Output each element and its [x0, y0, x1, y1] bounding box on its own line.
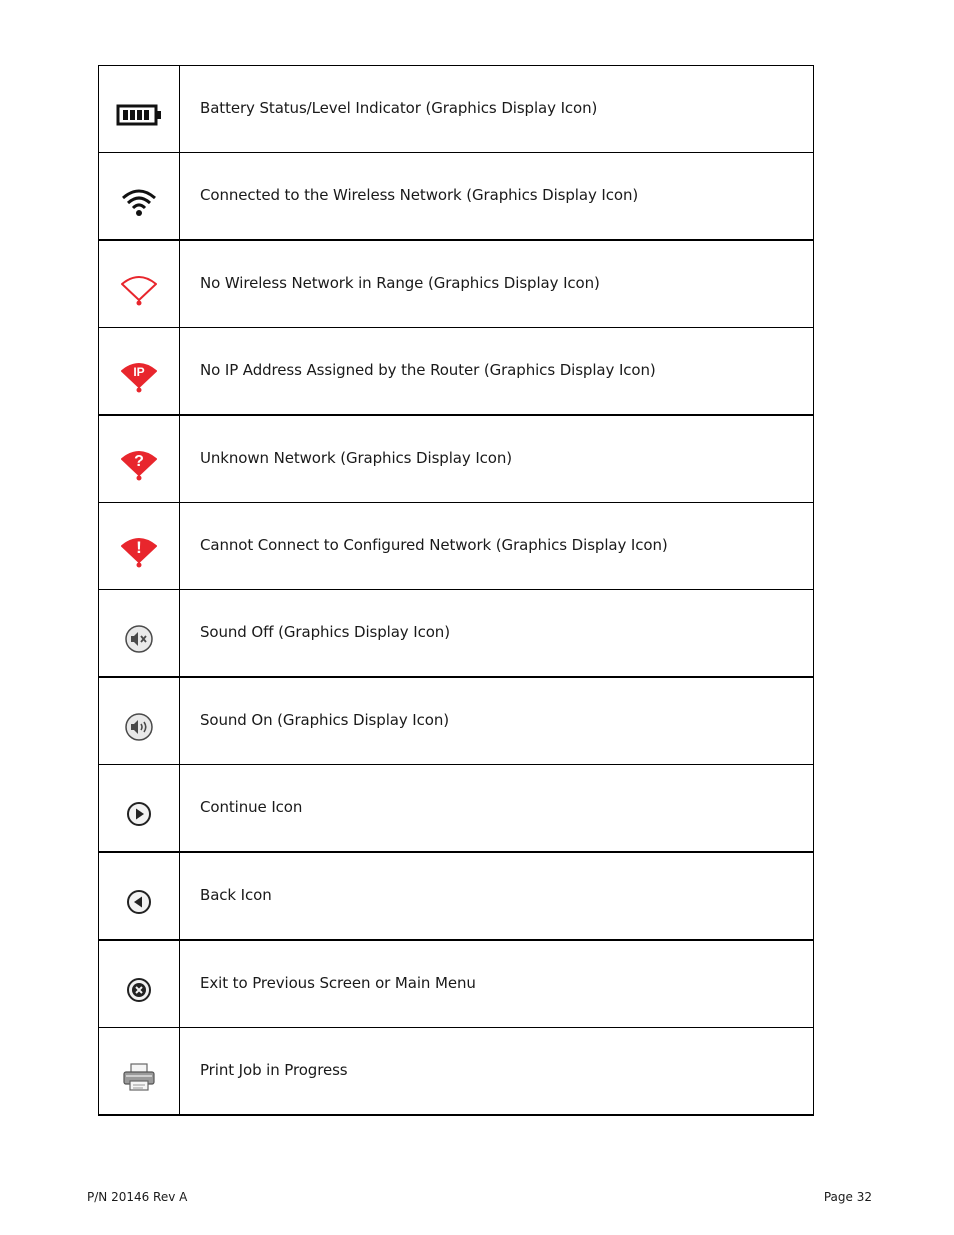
table-row: [99, 503, 814, 590]
row-description: Connected to the Wireless Network (Graphics Display Icon): [180, 153, 814, 241]
row-description: No IP Address Assigned by the Router (Graphics Display Icon): [180, 328, 814, 416]
icon-cell: [99, 503, 180, 590]
page-number: Page 32: [823, 1190, 872, 1204]
part-number: P/N 20146 Rev A: [87, 1190, 188, 1204]
row-description: Cannot Connect to Configured Network (Graphics Display Icon): [180, 503, 814, 590]
wifi-connected-icon: [119, 187, 159, 217]
wifi-no-network-icon: [119, 274, 159, 306]
icon-cell: [99, 590, 180, 678]
exclamation-glyph: !: [136, 538, 142, 557]
table-row: [99, 328, 814, 416]
table-row: [99, 852, 814, 940]
icon-cell: [99, 415, 180, 503]
row-description: Print Job in Progress: [180, 1028, 814, 1116]
exit-icon: [125, 976, 153, 1004]
row-description: Continue Icon: [180, 765, 814, 853]
icon-cell: [99, 1028, 180, 1116]
icon-cell: [99, 66, 180, 153]
wifi-cannot-connect-icon: [119, 536, 159, 568]
back-icon: [125, 888, 153, 916]
icon-cell: [99, 940, 180, 1028]
table-row: [99, 677, 814, 765]
row-description: Sound Off (Graphics Display Icon): [180, 590, 814, 678]
icon-cell: [99, 765, 180, 853]
table-row: [99, 940, 814, 1028]
row-description: Sound On (Graphics Display Icon): [180, 677, 814, 765]
table-row: [99, 153, 814, 241]
continue-icon: [125, 800, 153, 828]
icon-cell: [99, 153, 180, 241]
sound-on-icon: [124, 712, 154, 742]
battery-icon: [116, 103, 162, 127]
table-row: [99, 415, 814, 503]
table-row: [99, 590, 814, 678]
icon-cell: [99, 677, 180, 765]
table-row: [99, 765, 814, 853]
question-glyph: ?: [134, 453, 144, 470]
icon-cell: [99, 328, 180, 416]
icon-cell: [99, 240, 180, 328]
row-description: No Wireless Network in Range (Graphics Display Icon): [180, 240, 814, 328]
ip-glyph: IP: [133, 365, 145, 379]
icon-legend-table: [98, 65, 814, 1116]
printer-icon: [122, 1062, 156, 1092]
row-description: Battery Status/Level Indicator (Graphics Display Icon): [180, 66, 814, 153]
row-description: Exit to Previous Screen or Main Menu: [180, 940, 814, 1028]
sound-off-icon: [124, 624, 154, 654]
row-description: Back Icon: [180, 852, 814, 940]
table-row: [99, 240, 814, 328]
wifi-no-ip-icon: [119, 361, 159, 393]
row-description: Unknown Network (Graphics Display Icon): [180, 415, 814, 503]
wifi-unknown-network-icon: [119, 449, 159, 481]
table-row: [99, 1028, 814, 1116]
table-row: [99, 66, 814, 153]
icon-cell: [99, 852, 180, 940]
